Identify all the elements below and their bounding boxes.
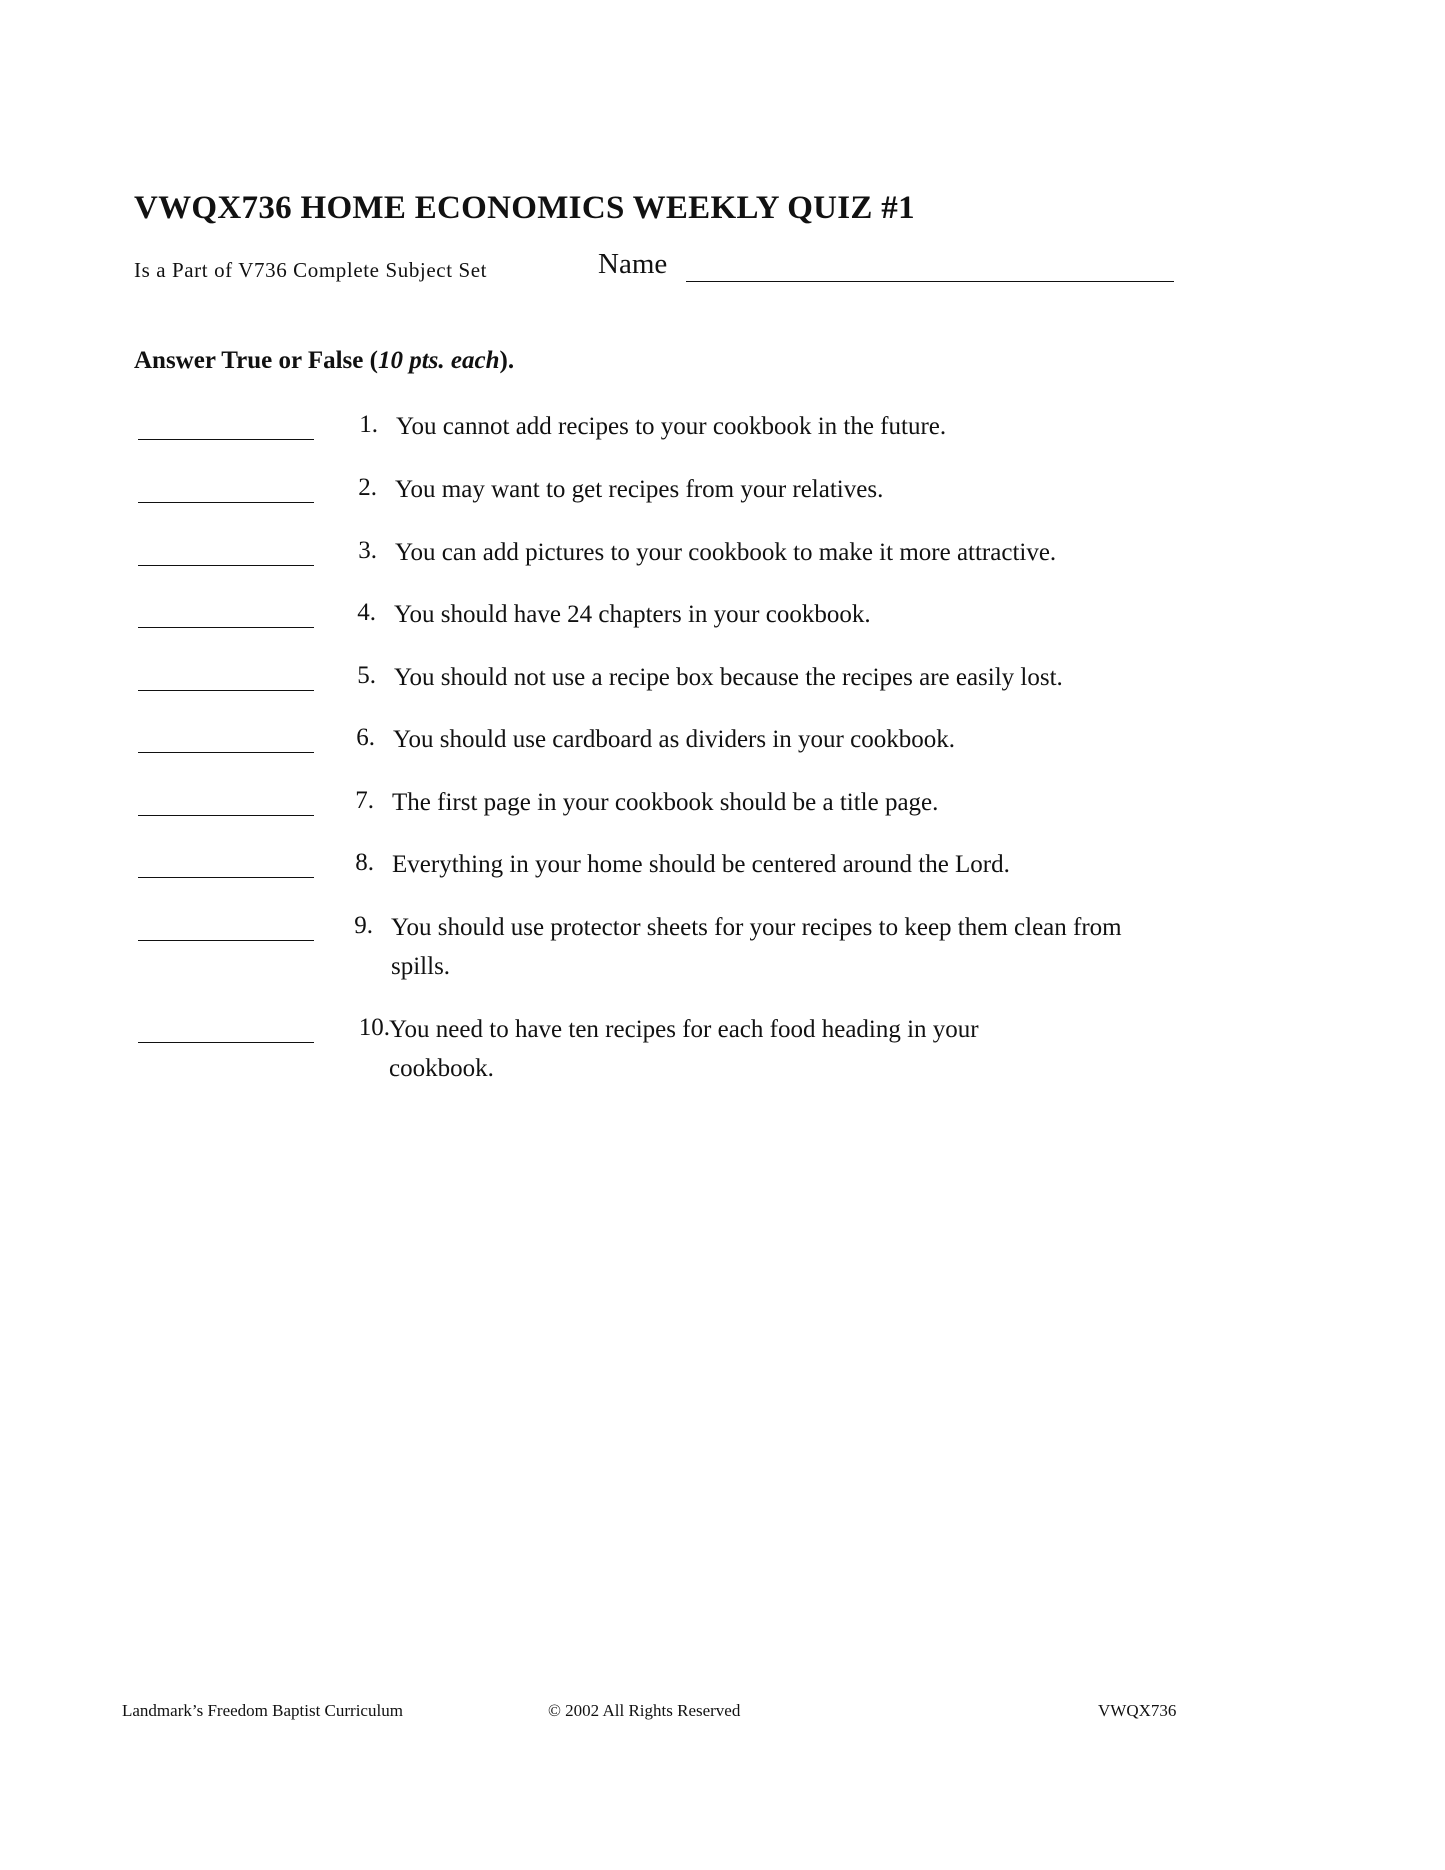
subtitle: Is a Part of V736 Complete Subject Set	[134, 258, 488, 282]
page-title: VWQX736 HOME ECONOMICS WEEKLY QUIZ #1	[134, 190, 915, 226]
answer-blank[interactable]	[138, 565, 314, 566]
instructions-lead: Answer True or False (	[134, 347, 378, 374]
question-number: 6.	[356, 724, 375, 751]
answer-blank[interactable]	[138, 752, 314, 753]
question-number: 3.	[358, 537, 377, 564]
question-text: You can add pictures to your cookbook to make it more attractive.	[395, 539, 1057, 566]
footer-copyright: © 2002 All Rights Reserved	[548, 1701, 741, 1720]
question-number: 8.	[355, 849, 374, 876]
question-text: You need to have ten recipes for each food heading in your cookbook.	[389, 1016, 979, 1082]
question-number: 5.	[357, 662, 376, 689]
answer-blank[interactable]	[138, 815, 314, 816]
answer-blank[interactable]	[138, 502, 314, 503]
question-number: 1.	[359, 411, 378, 438]
footer-curriculum: Landmark’s Freedom Baptist Curriculum	[122, 1701, 403, 1720]
question-text: You should have 24 chapters in your cookbook.	[394, 601, 871, 628]
answer-blank[interactable]	[138, 877, 314, 878]
question-text: You should use protector sheets for your recipes to keep them clean from spills.	[391, 914, 1122, 980]
question-number: 2.	[358, 474, 377, 501]
answer-blank[interactable]	[138, 627, 314, 628]
answer-blank[interactable]	[138, 940, 314, 941]
question-text: You should not use a recipe box because the recipes are easily lost.	[394, 664, 1063, 691]
instructions-points: 10 pts. each	[377, 347, 500, 374]
question-text: You should use cardboard as dividers in your cookbook.	[393, 726, 955, 753]
question-number: 10.	[358, 1014, 390, 1041]
question-text: You may want to get recipes from your relatives.	[395, 476, 884, 503]
answer-blank[interactable]	[138, 1042, 314, 1043]
instructions-tail: ).	[499, 347, 515, 374]
name-label: Name	[598, 248, 668, 280]
answer-blank[interactable]	[138, 439, 314, 440]
question-text: Everything in your home should be centered around the Lord.	[392, 851, 1010, 878]
answer-blank[interactable]	[138, 690, 314, 691]
question-text: You cannot add recipes to your cookbook in the future.	[396, 413, 947, 440]
instructions	[134, 347, 514, 375]
question-number: 4.	[357, 599, 376, 626]
question-number: 9.	[354, 912, 373, 939]
footer-code: VWQX736	[1098, 1701, 1177, 1720]
question-number: 7.	[355, 787, 374, 814]
question-text: The first page in your cookbook should be a title page.	[392, 789, 939, 816]
name-field[interactable]	[686, 281, 1174, 282]
